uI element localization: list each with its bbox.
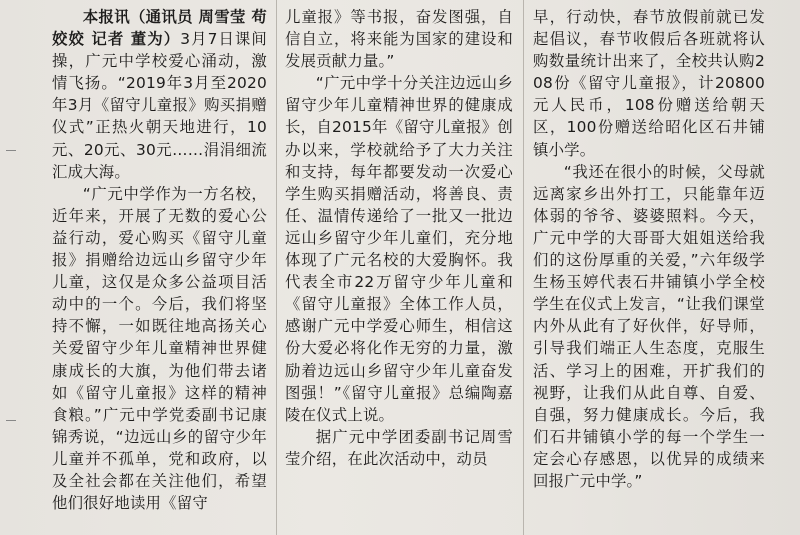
article-paragraph: “广元中学十分关注边远山乡留守少年儿童精神世界的健康成长，自2015年《留守儿童报》创办以来，学校就给予了大力关注和支持，每年都要发动一次爱心学生购买捐赠活动，将善良、责任、温情传递给了一批又一批边远山乡留守少年儿童们，充分地体现了广元名校的大爱胸怀。我代表全市22万留守少年儿童和《留守儿童报》全体工作人员，感谢广元中学爱心师生，相信这份大爱必将化作无穷的力量，激励着边远山乡留守少年儿童奋发图强！”《留守儿童报》总编陶嘉陵在仪式上说。 <box>285 74 513 424</box>
binding-mark <box>6 420 16 421</box>
binding-mark <box>6 150 16 151</box>
article-byline: 本报讯（通讯员 周雪莹 苟姣姣 记者 董为） <box>52 8 267 49</box>
article-paragraph-continued: 儿童报》等书报，奋发图强，自信自立，将来能为国家的建设和发展贡献力量。” <box>285 8 513 71</box>
article-column-2 <box>285 6 513 470</box>
article-paragraph: “广元中学作为一方名校，近年来，开展了无数的爱心公益行动，爱心购买《留守儿童报》捐赠给边远山乡留守少年儿童，这仅是众多公益项目活动中的一个。今后，我们将坚持不懈，一如既往地高扬关心关爱留守少年儿童精神世界健康成长的大旗，为他们带去诸如《留守儿童报》这样的精神食粮。”广元中学党委副书记康锦秀说，“边远山乡的留守少年儿童并不孤单，党和政府，以及全社会都在关注他们，希望他们很好地读用《留守 <box>52 184 267 513</box>
column-divider <box>276 0 277 535</box>
article-paragraph-continued: 早，行动快，春节放假前就已发起倡议，春节收假后各班就将认购数量统计出来了，全校共认购208份《留守儿童报》，计20800元人民币，108份赠送给朝天区，100份赠送给昭化区石井铺镇小学。 <box>533 8 765 159</box>
column-divider <box>523 0 524 535</box>
article-paragraph: “我还在很小的时候，父母就远离家乡出外打工，只能靠年迈体弱的爷爷、婆婆照料。今天，广元中学的大哥哥大姐姐送给我们的这份厚重的关爱，”六年级学生杨玉婷代表石井铺镇小学全校学生在仪式上发言，“让我们课堂内外从此有了好伙伴，好导师，引导我们端正人生态度，克服生活、学习上的困难，开扩我们的视野，让我们从此自尊、自爱、自强，努力健康成长。今后，我们石井铺镇小学的每一个学生一定会心存感恩，以优异的成绩来回报广元中学。” <box>533 162 765 490</box>
article-paragraph: 据广元中学团委副书记周雪莹介绍，在此次活动中，动员 <box>285 427 513 468</box>
article-column-3 <box>533 6 765 492</box>
article-column-1 <box>52 6 267 514</box>
article-lead-paragraph <box>52 6 267 183</box>
lead-text: 3月7日课间操，广元中学校爱心涌动，激情飞扬。“2019年3月至2020年3月《留守儿童报》购买捐赠仪式”正热火朝天地进行，10元、20元、30元……涓涓细流汇成大海。 <box>52 30 267 181</box>
